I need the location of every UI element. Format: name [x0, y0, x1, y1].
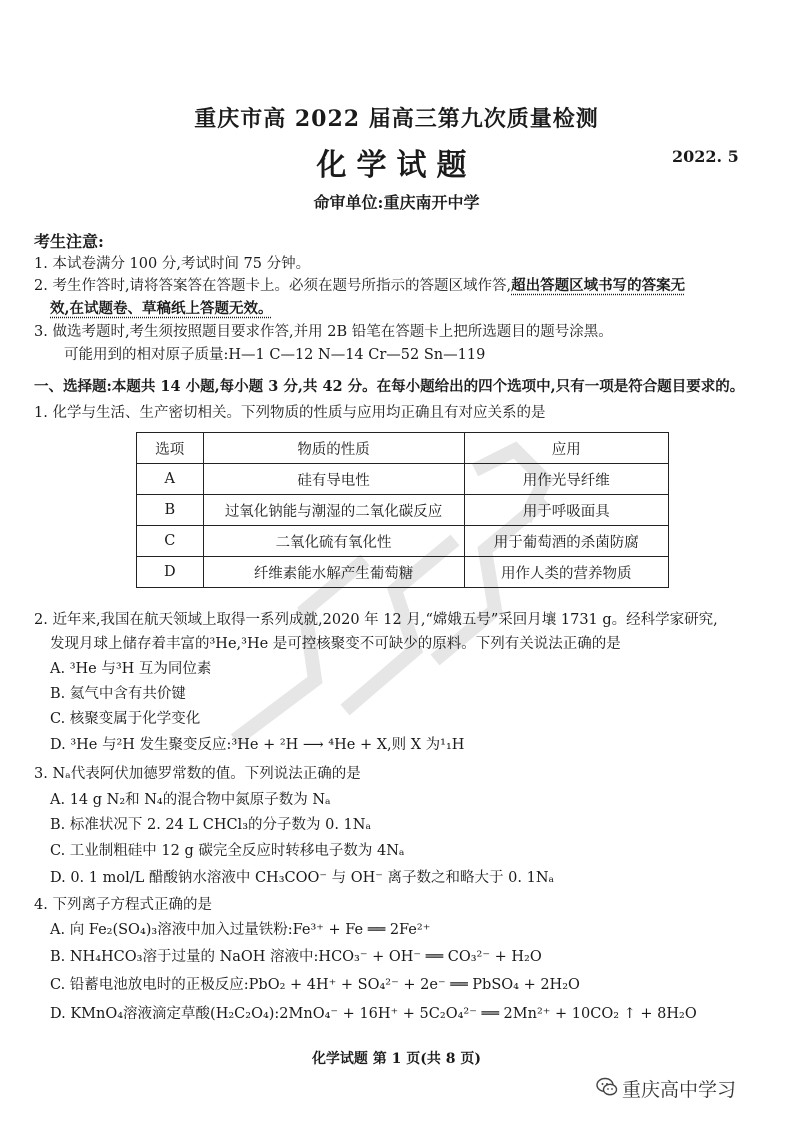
note-3: 3. 做选考题时,考生须按照题目要求作答,并用 2B 铅笔在答题卡上把所选题目的题号涂黑。 — [34, 324, 613, 340]
table-row — [137, 557, 669, 588]
question-1-stem: 1. 化学与生活、生产密切相关。下列物质的性质与应用均正确且有对应关系的是 — [34, 405, 546, 421]
wechat-icon — [596, 1076, 618, 1098]
table-cell: C — [137, 526, 204, 557]
question-4-option-a: A. 向 Fe₂(SO₄)₃溶液中加入过量铁粉:Fe³⁺ + Fe ══ 2Fe²⁺ — [50, 922, 431, 938]
question-2-option-b: B. 氦气中含有共价键 — [50, 686, 186, 702]
section-1-heading: 一、选择题:本题共 14 小题,每小题 3 分,共 42 分。在每小题给出的四个选项中,只有一项是符合题目要求的。 — [34, 378, 745, 395]
table-cell: 用于呼吸面具 — [464, 495, 668, 526]
question-1-table — [136, 432, 669, 588]
question-4-stem: 4. 下列离子方程式正确的是 — [34, 897, 212, 913]
question-2-option-c: C. 核聚变属于化学变化 — [50, 711, 201, 727]
table-cell: 纤维素能水解产生葡萄糖 — [203, 557, 464, 588]
note-2-part-a: 2. 考生作答时,请将答案答在答题卡上。必须在题号所指示的答题区域作答, — [34, 278, 512, 294]
question-2-stem-2: 发现月球上储存着丰富的³He,³He 是可控核聚变不可缺少的原料。下列有关说法正确的是 — [50, 636, 621, 652]
table-cell: 用于葡萄酒的杀菌防腐 — [464, 526, 668, 557]
table-row — [137, 526, 669, 557]
note-2-line-2: 效,在试题卷、草稿纸上答题无效。 — [50, 300, 273, 317]
question-3-option-b: B. 标准状况下 2. 24 L CHCl₃的分子数为 0. 1Nₐ — [50, 817, 372, 833]
brand-watermark: 重庆高中学习 — [622, 1079, 737, 1101]
table-cell: 过氧化钠能与潮湿的二氧化碳反应 — [203, 495, 464, 526]
table-cell: 二氧化硫有氧化性 — [203, 526, 464, 557]
exam-title: 重庆市高 2022 届高三第九次质量检测 — [194, 106, 599, 132]
question-2-stem-1: 2. 近年来,我国在航天领域上取得一系列成就,2020 年 12 月,“嫦娥五号”采回月壤 1731 g。经科学家研究, — [34, 612, 718, 628]
question-2-option-a: A. ³He 与³H 互为同位素 — [50, 661, 212, 677]
note-2-part-b: 超出答题区域书写的答案无 — [511, 277, 686, 294]
question-4-option-b: B. NH₄HCO₃溶于过量的 NaOH 溶液中:HCO₃⁻ + OH⁻ ══ CO₃²⁻ + H₂O — [50, 949, 542, 965]
question-3-option-d: D. 0. 1 mol/L 醋酸钠水溶液中 CH₃COO⁻ 与 OH⁻ 离子数之和略大于 0. 1Nₐ — [50, 870, 555, 886]
question-4-option-c: C. 铅蓄电池放电时的正极反应:PbO₂ + 4H⁺ + SO₄²⁻ + 2e⁻ ══ PbSO₄ + 2H₂O — [50, 977, 580, 993]
note-1: 1. 本试卷满分 100 分,考试时间 75 分钟。 — [34, 256, 311, 272]
table-row — [137, 464, 669, 495]
question-4-option-d: D. KMnO₄溶液滴定草酸(H₂C₂O₄):2MnO₄⁻ + 16H⁺ + 5C₂O₄²⁻ ══ 2Mn²⁺ + 10CO₂ ↑ + 8H₂O — [50, 1006, 697, 1022]
table-cell: 用作光导纤维 — [464, 464, 668, 495]
table-header-row — [137, 433, 669, 464]
atomic-masses: 可能用到的相对原子质量:H—1 C—12 N—14 Cr—52 Sn—119 — [64, 347, 486, 363]
question-2-option-d: D. ³He 与²H 发生聚变反应:³He + ²H ⟶ ⁴He + X,则 X 为¹₁H — [50, 737, 465, 753]
note-2-line-1 — [34, 276, 685, 296]
exam-date: 2022. 5 — [672, 147, 739, 166]
page-footer: 化学试题 第 1 页(共 8 页) — [311, 1051, 482, 1067]
subject-title: 化学试题 — [316, 148, 477, 183]
notes-heading: 考生注意: — [34, 232, 104, 251]
table-cell: 用作人类的营养物质 — [464, 557, 668, 588]
table-header-cell: 选项 — [137, 433, 204, 464]
question-3-option-c: C. 工业制粗硅中 12 g 碳完全反应时转移电子数为 4Nₐ — [50, 843, 405, 859]
table-header-cell: 物质的性质 — [203, 433, 464, 464]
table-cell: B — [137, 495, 204, 526]
table-cell: D — [137, 557, 204, 588]
question-3-stem: 3. Nₐ代表阿伏加德罗常数的值。下列说法正确的是 — [34, 766, 361, 782]
question-3-option-a: A. 14 g N₂和 N₄的混合物中氮原子数为 Nₐ — [50, 792, 331, 808]
table-cell: 硅有导电性 — [203, 464, 464, 495]
table-header-cell: 应用 — [464, 433, 668, 464]
table-cell: A — [137, 464, 204, 495]
setting-unit: 命审单位:重庆南开中学 — [313, 193, 480, 212]
table-row — [137, 495, 669, 526]
